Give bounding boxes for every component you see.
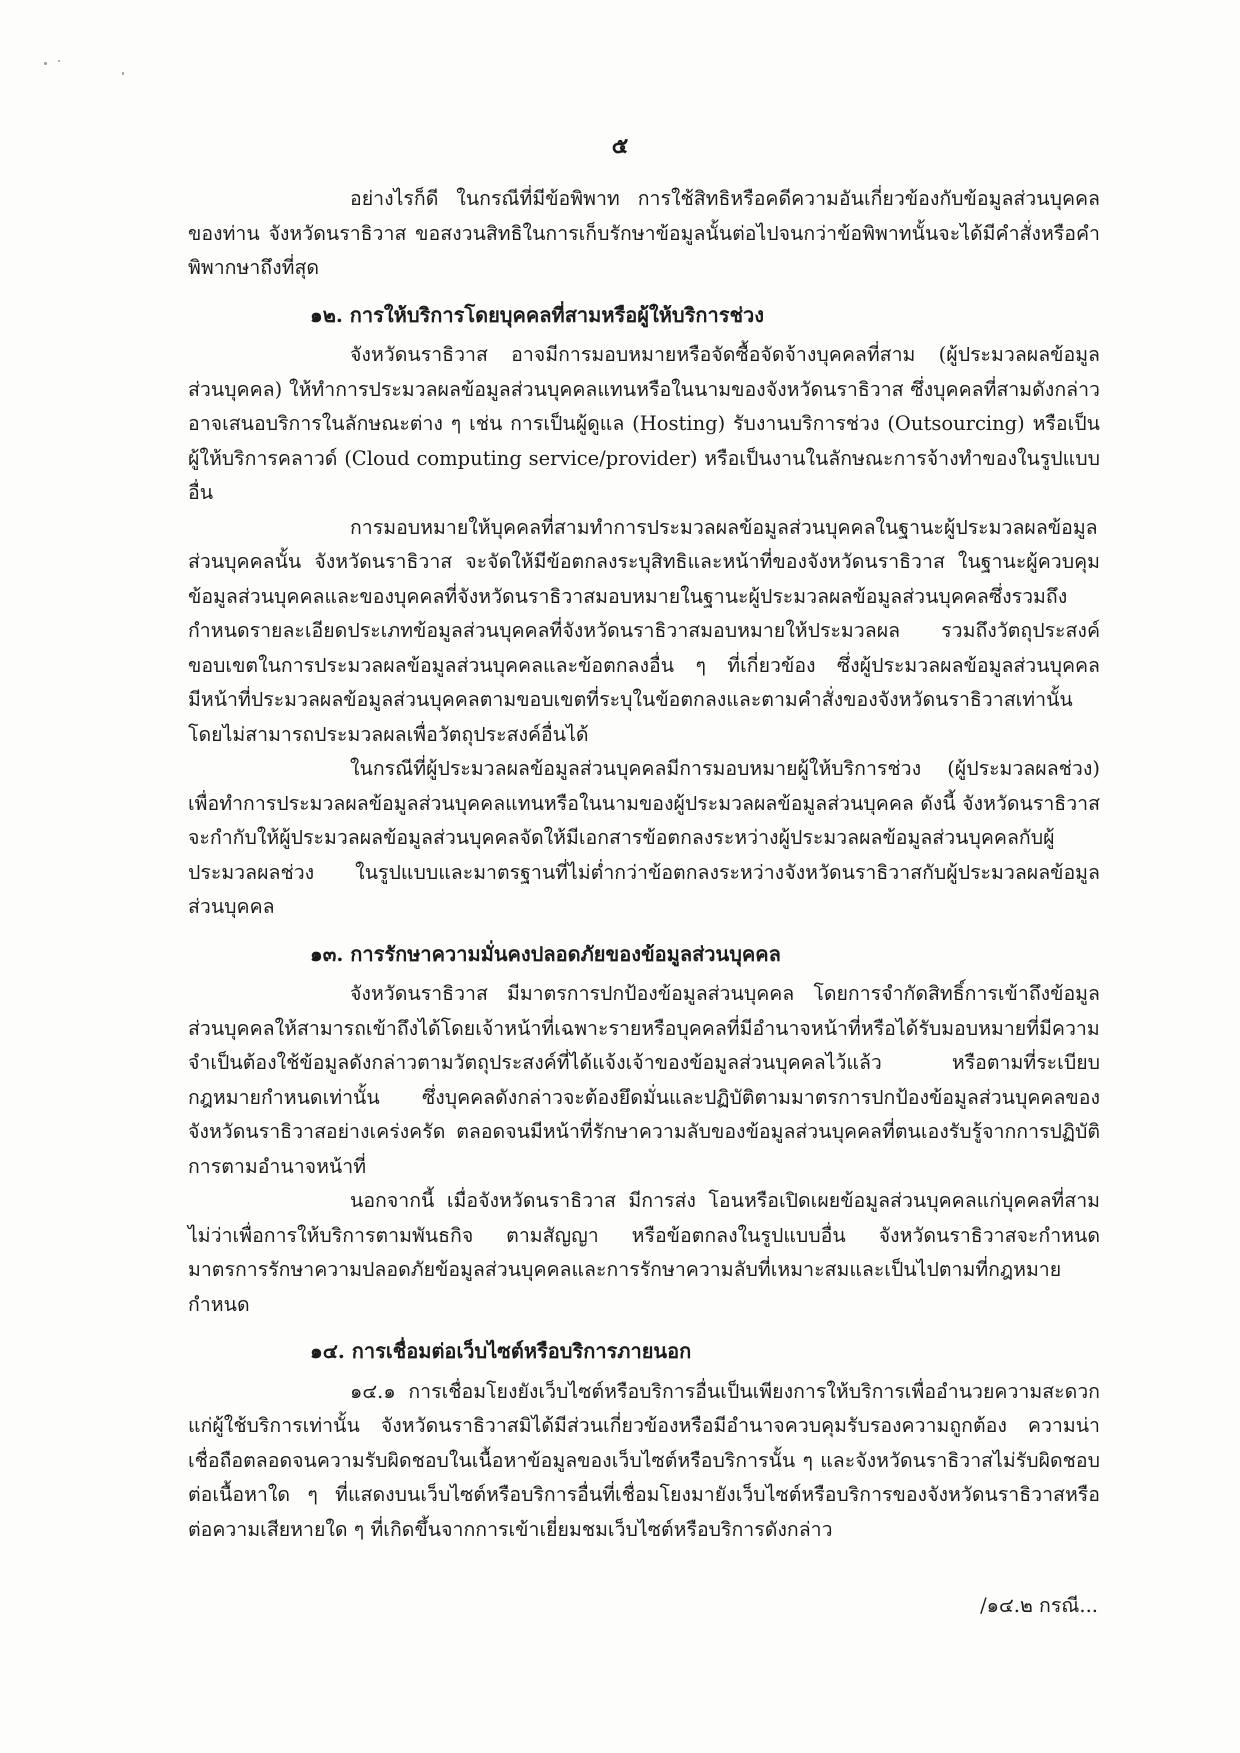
continuation-marker: /๑๔.๒ กรณี... — [980, 1594, 1098, 1617]
scan-speck — [44, 62, 47, 65]
scan-speck — [122, 72, 124, 75]
paragraph: ๑๔.๑ การเชื่อมโยงยังเว็บไซต์หรือบริการอื่นเป็นเพียงการให้บริการเพื่ออำนวยความสะดวกแก่ผู้ใช้บริการเท่านั้น จังหวัดนราธิวาสมิได้มีส่วนเกี่ยวข้องหรือมีอำนาจควบคุมรับรองความถูกต้อง ความน่าเชื่อถือตลอดจนความรับผิดชอบในเนื้อหาข้อมูลของเว็บไซต์หรือบริการนั้น ๆ และจังหวัดนราธิวาสไม่รับผิดชอบต่อเนื้อหาใด ๆ ที่แสดงบนเว็บไซต์หรือบริการอื่นที่เชื่อมโยงมายังเว็บไซต์หรือบริการของจังหวัดนราธิวาสหรือต่อความเสียหายใด ๆ ที่เกิดขึ้นจากการเข้าเยี่ยมชมเว็บไซต์หรือบริการดังกล่าว — [188, 1379, 1100, 1541]
page-number: ๕ — [611, 133, 629, 159]
paragraph: ในกรณีที่ผู้ประมวลผลข้อมูลส่วนบุคคลมีการมอบหมายผู้ให้บริการช่วง (ผู้ประมวลผลช่วง) เพื่อทำการประมวลผลข้อมูลส่วนบุคคลแทนหรือในนามของผู้ประมวลผลข้อมูลส่วนบุคคล ดังนี้ จังหวัดนราธิวาสจะกำกับให้ผู้ประมวลผลข้อมูลส่วนบุคคลจัดให้มีเอกสารข้อตกลงระหว่างผู้ประมวลผลข้อมูลส่วนบุคคลกับผู้ประมวลผลช่วง ในรูปแบบและมาตรฐานที่ไม่ต่ำกว่าข้อตกลงระหว่างจังหวัดนราธิวาสกับผู้ประมวลผลข้อมูลส่วนบุคคล — [188, 757, 1100, 918]
paragraph: อย่างไรก็ดี ในกรณีที่มีข้อพิพาท การใช้สิทธิหรือคดีความอันเกี่ยวข้องกับข้อมูลส่วนบุคคลของท่าน จังหวัดนราธิวาส ขอสงวนสิทธิในการเก็บรักษาข้อมูลนั้นต่อไปจนกว่าข้อพิพาทนั้นจะได้มีคำสั่งหรือคำพิพากษาถึงที่สุด — [188, 187, 1100, 279]
paragraph: จังหวัดนราธิวาส อาจมีการมอบหมายหรือจัดซื้อจัดจ้างบุคคลที่สาม (ผู้ประมวลผลข้อมูลส่วนบุคคล) ให้ทำการประมวลผลข้อมูลส่วนบุคคลแทนหรือในนามของจังหวัดนราธิวาส ซึ่งบุคคลที่สามดังกล่าวอาจเสนอบริการในลักษณะต่าง ๆ เช่น การเป็นผู้ดูแล (Hosting) รับงานบริการช่วง (Outsourcing) หรือเป็นผู้ให้บริการคลาวด์ (Cloud computing service/provider) หรือเป็นงานในลักษณะการจ้างทำของในรูปแบบอื่น — [188, 343, 1100, 504]
paragraph: นอกจากนี้ เมื่อจังหวัดนราธิวาส มีการส่ง โอนหรือเปิดเผยข้อมูลส่วนบุคคลแก่บุคคลที่สามไม่ว่าเพื่อการให้บริการตามพันธกิจ ตามสัญญา หรือข้อตกลงในรูปแบบอื่น จังหวัดนราธิวาสจะกำหนดมาตรการรักษาความปลอดภัยข้อมูลส่วนบุคคลและการรักษาความลับที่เหมาะสมและเป็นไปตามที่กฎหมายกำหนด — [188, 1189, 1100, 1316]
paragraph: จังหวัดนราธิวาส มีมาตรการปกป้องข้อมูลส่วนบุคคล โดยการจำกัดสิทธิ์การเข้าถึงข้อมูลส่วนบุคคลให้สามารถเข้าถึงได้โดยเจ้าหน้าที่เฉพาะรายหรือบุคคลที่มีอำนาจหน้าที่หรือได้รับมอบหมายที่มีความจำเป็นต้องใช้ข้อมูลดังกล่าวตามวัตถุประสงค์ที่ได้แจ้งเจ้าของข้อมูลส่วนบุคคลไว้แล้ว หรือตามที่ระเบียบกฎหมายกำหนดเท่านั้น ซึ่งบุคคลดังกล่าวจะต้องยึดมั่นและปฏิบัติตามมาตรการปกป้องข้อมูลส่วนบุคคลของจังหวัดนราธิวาสอย่างเคร่งครัด ตลอดจนมีหน้าที่รักษาความลับของข้อมูลส่วนบุคคลที่ตนเองรับรู้จากการปฏิบัติการตามอำนาจหน้าที่ — [188, 982, 1100, 1178]
document-body — [188, 182, 1100, 1547]
section-heading: ๑๒. การให้บริการโดยบุคคลที่สามหรือผู้ให้บริการช่วง — [310, 302, 765, 327]
section-heading: ๑๓. การรักษาความมั่นคงปลอดภัยของข้อมูลส่วนบุคคล — [310, 941, 781, 966]
scan-speck — [58, 60, 60, 62]
section-heading: ๑๔. การเชื่อมต่อเว็บไซต์หรือบริการภายนอก — [310, 1339, 692, 1363]
paragraph: การมอบหมายให้บุคคลที่สามทำการประมวลผลข้อมูลส่วนบุคคลในฐานะผู้ประมวลผลข้อมูลส่วนบุคคลนั้น จังหวัดนราธิวาส จะจัดให้มีข้อตกลงระบุสิทธิและหน้าที่ของจังหวัดนราธิวาส ในฐานะผู้ควบคุมข้อมูลส่วนบุคคลและของบุคคลที่จังหวัดนราธิวาสมอบหมายในฐานะผู้ประมวลผลข้อมูลส่วนบุคคลซึ่งรวมถึงกำหนดรายละเอียดประเภทข้อมูลส่วนบุคคลที่จังหวัดนราธิวาสมอบหมายให้ประมวลผล รวมถึงวัตถุประสงค์ ขอบเขตในการประมวลผลข้อมูลส่วนบุคคลและข้อตกลงอื่น ๆ ที่เกี่ยวข้อง ซึ่งผู้ประมวลผลข้อมูลส่วนบุคคลมีหน้าที่ประมวลผลข้อมูลส่วนบุคคลตามขอบเขตที่ระบุในข้อตกลงและตามคำสั่งของจังหวัดนราธิวาสเท่านั้น โดยไม่สามารถประมวลผลเพื่อวัตถุประสงค์อื่นได้ — [188, 515, 1100, 746]
